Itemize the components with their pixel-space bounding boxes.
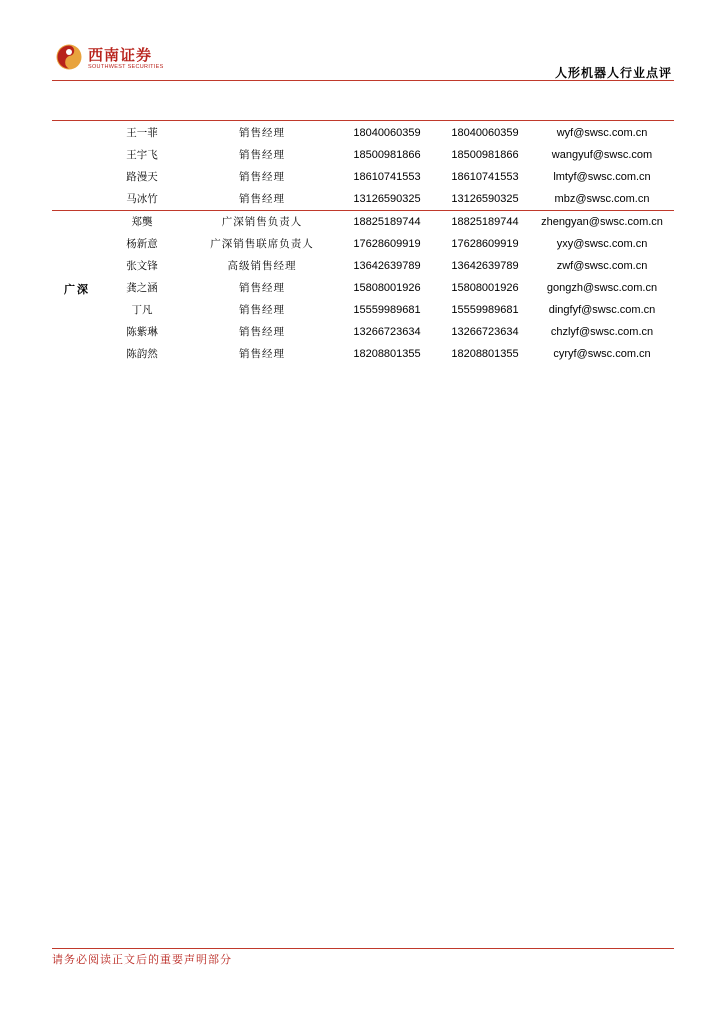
- email-cell: zhengyan@swsc.com.cn: [541, 216, 663, 228]
- name-cell: 王宇飞: [126, 149, 158, 161]
- name-cell: 郑龑: [131, 216, 153, 228]
- name-cell: 丁凡: [131, 304, 153, 316]
- mobile-cell: 13126590325: [451, 193, 519, 205]
- email-cell: dingfyf@swsc.com.cn: [548, 304, 656, 316]
- tel-cell: 18825189744: [353, 216, 421, 228]
- logo-mark-icon: [56, 44, 82, 70]
- tel-cell: 13126590325: [353, 193, 421, 205]
- name-cell: 陈紫琳: [126, 326, 158, 338]
- table-row: [52, 321, 674, 343]
- page-header: [0, 0, 724, 90]
- name-cell: 张文锋: [126, 260, 158, 272]
- table-row: [52, 211, 674, 233]
- tel-cell: 15808001926: [353, 282, 421, 294]
- logo-chinese-name: 西南证券: [88, 46, 153, 64]
- title-cell: 销售经理: [239, 171, 285, 183]
- email-cell: lmtyf@swsc.com.cn: [553, 171, 651, 183]
- mobile-cell: 18040060359: [451, 127, 519, 139]
- tel-cell: 18500981866: [353, 149, 421, 161]
- email-cell: gongzh@swsc.com.cn: [546, 282, 658, 294]
- table-row: [52, 122, 674, 144]
- title-cell: 销售经理: [239, 282, 285, 294]
- mobile-cell: 13642639789: [451, 260, 519, 272]
- table-row: [52, 166, 674, 188]
- title-cell: 广深销售联席负责人: [210, 238, 314, 250]
- email-cell: wyf@swsc.com.cn: [556, 127, 648, 139]
- mobile-cell: 17628609919: [451, 238, 519, 250]
- name-cell: 马冰竹: [126, 193, 158, 205]
- title-cell: 销售经理: [239, 348, 285, 360]
- name-cell: 王一菲: [126, 127, 158, 139]
- name-cell: 路漫天: [126, 171, 158, 183]
- mobile-cell: 18208801355: [451, 348, 519, 360]
- title-cell: 销售经理: [239, 304, 285, 316]
- title-cell: 销售经理: [239, 193, 285, 205]
- tel-cell: 13642639789: [353, 260, 421, 272]
- email-cell: zwf@swsc.com.cn: [556, 260, 648, 272]
- email-cell: yxy@swsc.com.cn: [556, 238, 648, 250]
- tel-cell: 17628609919: [353, 238, 421, 250]
- tel-cell: 18610741553: [353, 171, 421, 183]
- title-cell: 销售经理: [239, 127, 285, 139]
- email-cell: cyryf@swsc.com.cn: [553, 348, 651, 360]
- mobile-cell: 18825189744: [451, 216, 519, 228]
- email-cell: mbz@swsc.com.cn: [554, 193, 650, 205]
- title-cell: 销售经理: [239, 326, 285, 338]
- name-cell: 杨新意: [126, 238, 158, 250]
- mobile-cell: 18500981866: [451, 149, 519, 161]
- header-divider: [52, 80, 674, 81]
- table-row: [52, 144, 674, 166]
- mobile-cell: 18610741553: [451, 171, 519, 183]
- table-top-divider: [52, 120, 674, 121]
- title-cell: 高级销售经理: [227, 260, 297, 272]
- title-cell: 销售经理: [239, 149, 285, 161]
- company-logo: [56, 44, 216, 76]
- tel-cell: 13266723634: [353, 326, 421, 338]
- tel-cell: 18040060359: [353, 127, 421, 139]
- email-cell: wangyuf@swsc.com: [551, 149, 653, 161]
- email-cell: chzlyf@swsc.com.cn: [550, 326, 654, 338]
- name-cell: 陈韵然: [126, 348, 158, 360]
- report-type-title: 人形机器人行业点评: [554, 66, 672, 80]
- name-cell: 龚之涵: [126, 282, 158, 294]
- table-row: [52, 188, 674, 210]
- footer-disclaimer: 请务必阅读正文后的重要声明部分: [52, 953, 232, 966]
- mobile-cell: 15559989681: [451, 304, 519, 316]
- table-row: [52, 343, 674, 365]
- table-row: [52, 299, 674, 321]
- logo-english-name: SOUTHWEST SECURITIES: [88, 64, 164, 70]
- footer-divider: [52, 948, 674, 949]
- mobile-cell: 15808001926: [451, 282, 519, 294]
- tel-cell: 18208801355: [353, 348, 421, 360]
- region-label: 广深: [64, 283, 90, 296]
- title-cell: 广深销售负责人: [221, 216, 303, 228]
- mobile-cell: 13266723634: [451, 326, 519, 338]
- table-row: [52, 233, 674, 255]
- tel-cell: 15559989681: [353, 304, 421, 316]
- table-row: [52, 277, 674, 299]
- table-row: [52, 255, 674, 277]
